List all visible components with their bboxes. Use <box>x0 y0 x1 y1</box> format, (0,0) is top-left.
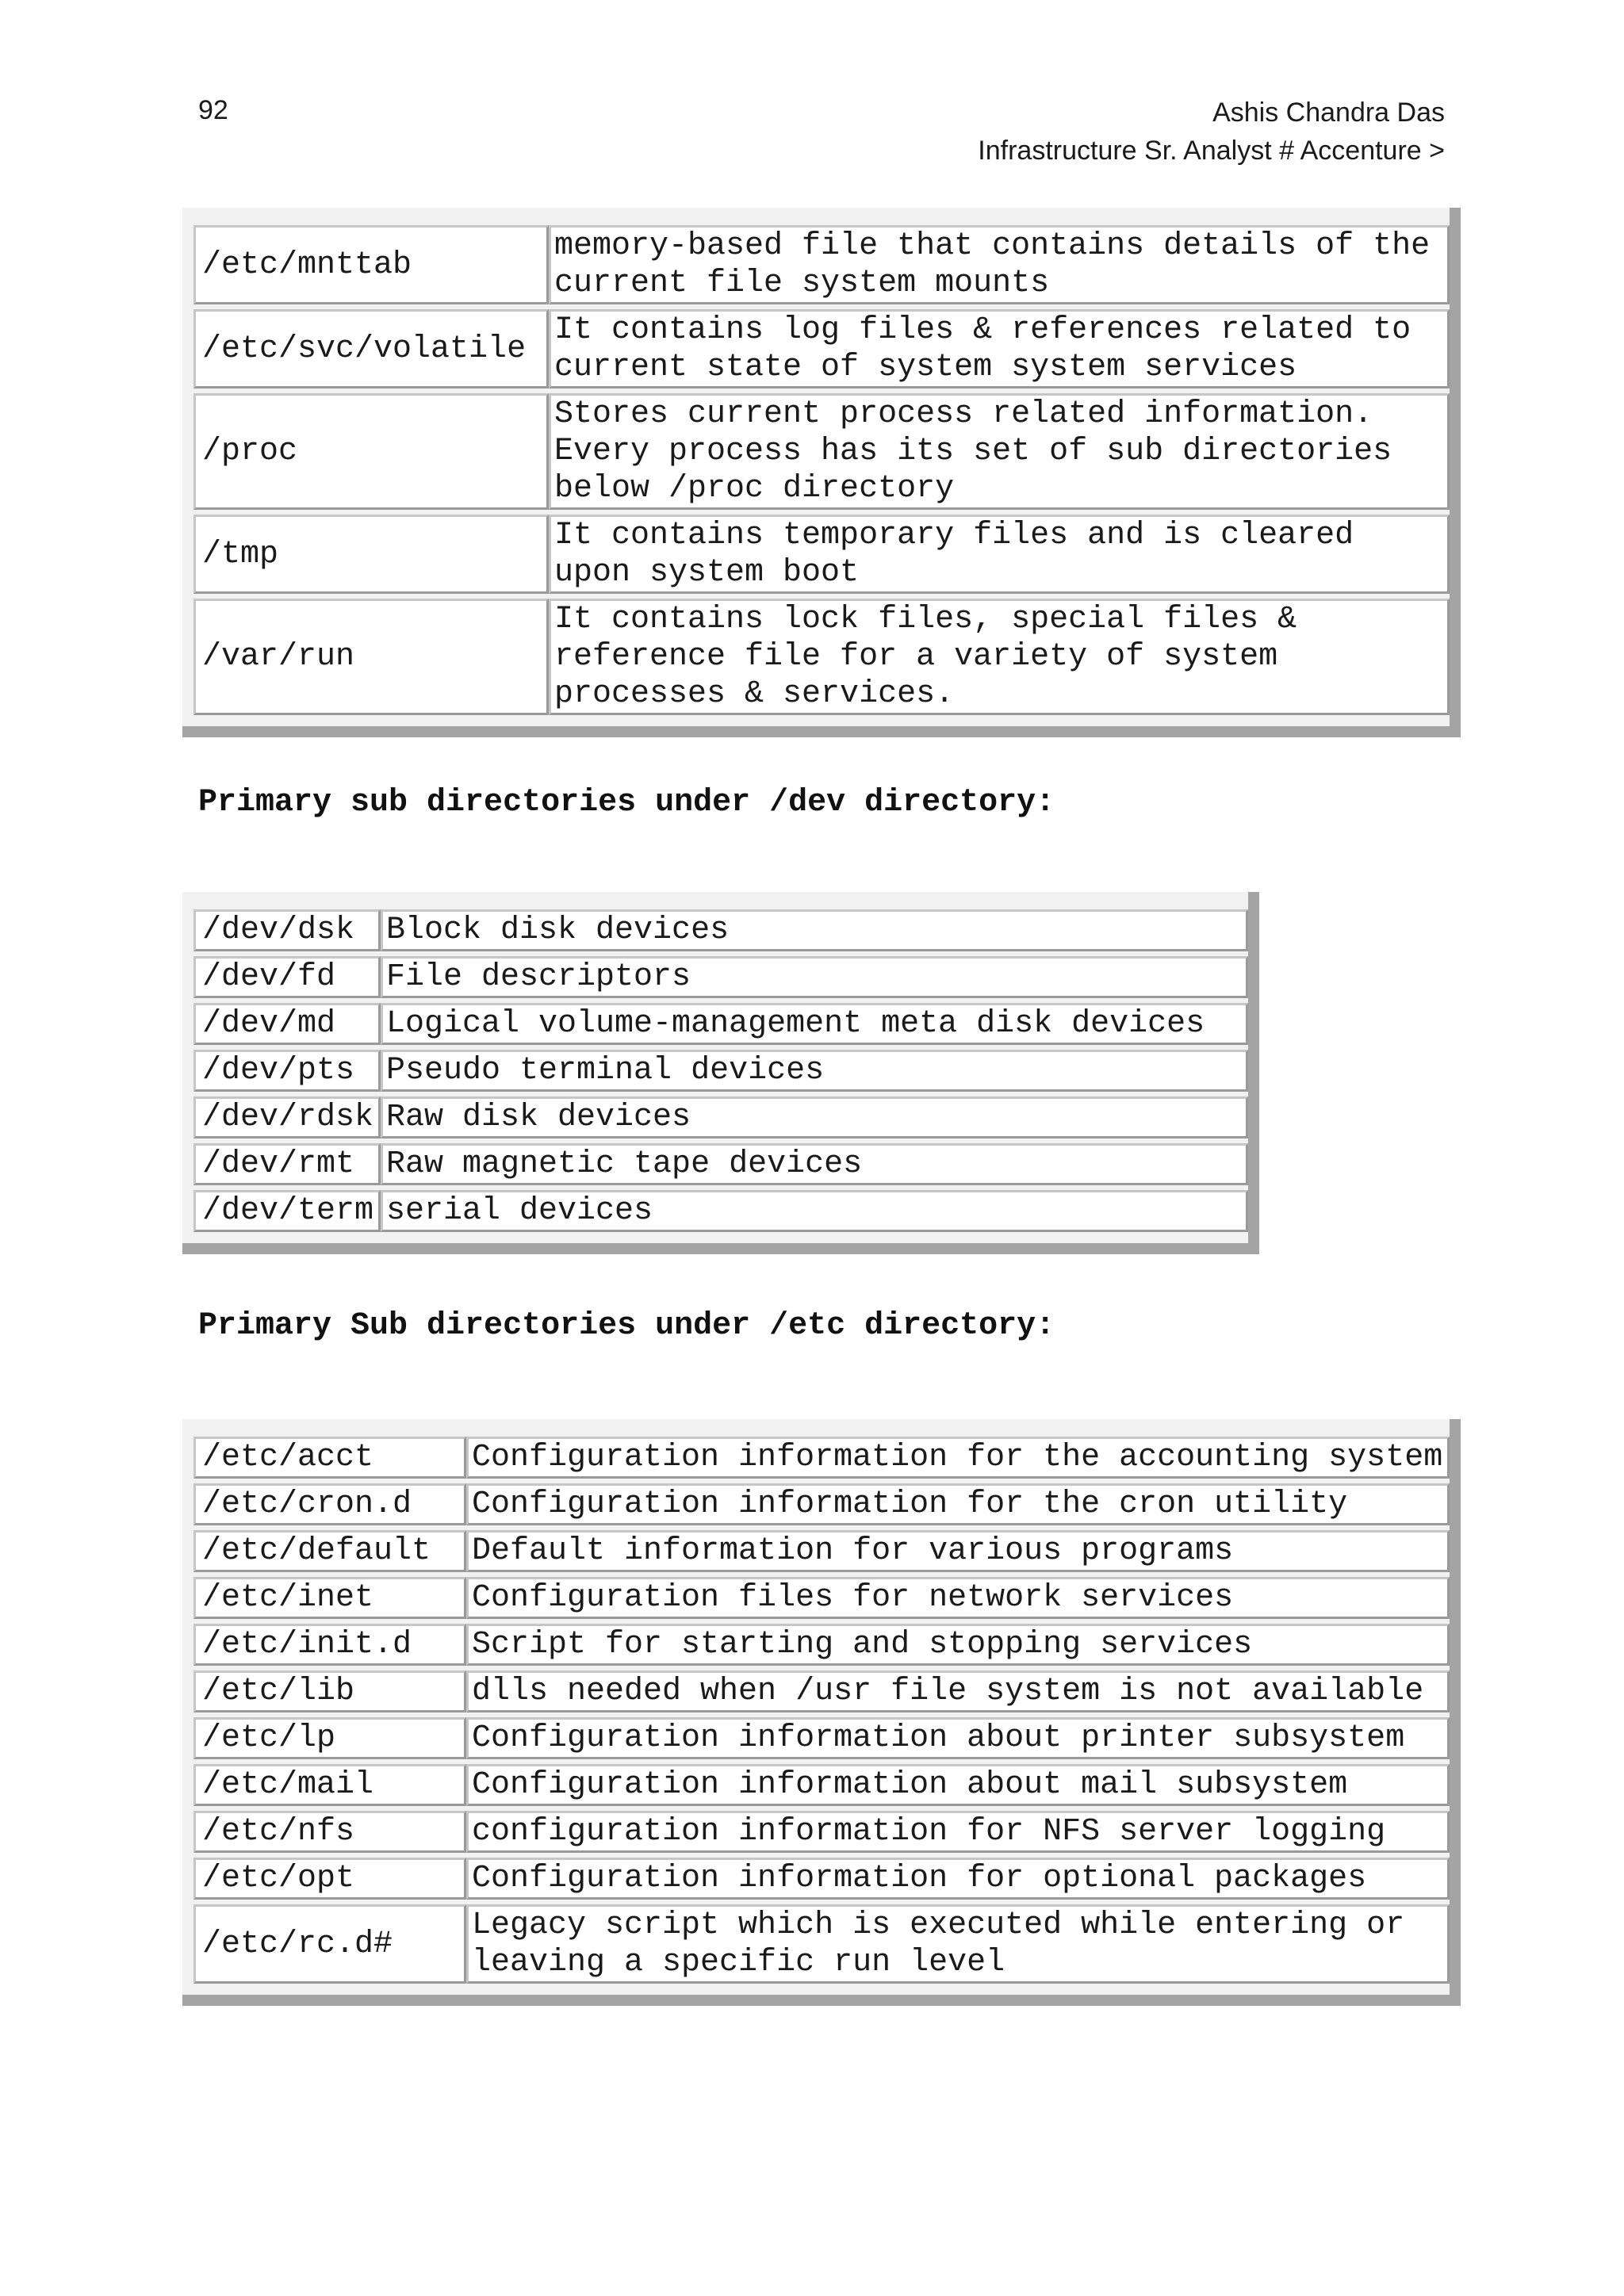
table-row <box>193 599 1450 715</box>
path-cell: /etc/mnttab <box>193 225 549 304</box>
table-row <box>193 1050 1248 1092</box>
path-cell: /etc/opt <box>193 1858 466 1900</box>
path-cell: /etc/rc.d# <box>193 1904 466 1984</box>
description-cell: It contains log files & references related to current state of system system services <box>549 309 1450 388</box>
description-cell: Block disk devices <box>381 909 1248 951</box>
description-cell: Configuration files for network services <box>466 1577 1450 1619</box>
table-row <box>193 1096 1248 1138</box>
table-row <box>193 1904 1450 1984</box>
table-etc <box>193 1432 1450 1988</box>
table-row <box>193 309 1450 388</box>
description-cell: File descriptors <box>381 956 1248 998</box>
description-cell: Logical volume-management meta disk devices <box>381 1003 1248 1045</box>
description-cell: It contains lock files, special files & reference file for a variety of system processes & services. <box>549 599 1450 715</box>
table-row <box>193 1717 1450 1759</box>
description-cell: serial devices <box>381 1190 1248 1232</box>
etc-section-heading: Primary Sub directories under /etc directory: <box>198 1308 1055 1344</box>
path-cell: /var/run <box>193 599 549 715</box>
table-row <box>193 956 1248 998</box>
table-row <box>193 1670 1450 1712</box>
table-row <box>193 909 1248 951</box>
path-cell: /proc <box>193 393 549 510</box>
table-row <box>193 1811 1450 1853</box>
dev-directories-table <box>182 892 1259 1254</box>
table-dev <box>193 905 1248 1237</box>
table-row <box>193 1190 1248 1232</box>
description-cell: Raw disk devices <box>381 1096 1248 1138</box>
author-name: Ashis Chandra Das <box>1212 98 1445 128</box>
path-cell: /dev/dsk <box>193 909 381 951</box>
description-cell: configuration information for NFS server logging <box>466 1811 1450 1853</box>
etc-directories-table <box>182 1419 1461 2006</box>
path-cell: /dev/term <box>193 1190 381 1232</box>
description-cell: Default information for various programs <box>466 1530 1450 1572</box>
path-cell: /etc/nfs <box>193 1811 466 1853</box>
path-cell: /etc/cron.d <box>193 1483 466 1525</box>
path-cell: /dev/rmt <box>193 1143 381 1185</box>
path-cell: /dev/pts <box>193 1050 381 1092</box>
author-affiliation: Infrastructure Sr. Analyst # Accenture > <box>978 136 1445 166</box>
description-cell: Configuration information for the accounting system <box>466 1437 1450 1479</box>
path-cell: /dev/fd <box>193 956 381 998</box>
description-cell: Stores current process related information. Every process has its set of sub directories below /proc directory <box>549 393 1450 510</box>
table-row <box>193 1437 1450 1479</box>
path-cell: /etc/inet <box>193 1577 466 1619</box>
table-row <box>193 225 1450 304</box>
description-cell: Configuration information for the cron utility <box>466 1483 1450 1525</box>
directories-table-top <box>182 208 1461 737</box>
table-row <box>193 1858 1450 1900</box>
path-cell: /etc/mail <box>193 1764 466 1806</box>
dev-section-heading: Primary sub directories under /dev directory: <box>198 785 1055 821</box>
path-cell: /etc/acct <box>193 1437 466 1479</box>
table-top <box>193 220 1450 720</box>
description-cell: Script for starting and stopping services <box>466 1624 1450 1666</box>
description-cell: Legacy script which is executed while entering or leaving a specific run level <box>466 1904 1450 1984</box>
table-row <box>193 1003 1248 1045</box>
path-cell: /etc/default <box>193 1530 466 1572</box>
description-cell: Pseudo terminal devices <box>381 1050 1248 1092</box>
description-cell: Configuration information about printer subsystem <box>466 1717 1450 1759</box>
page-number: 92 <box>198 95 228 125</box>
path-cell: /etc/lib <box>193 1670 466 1712</box>
path-cell: /dev/rdsk <box>193 1096 381 1138</box>
table-row <box>193 515 1450 594</box>
table-row <box>193 1483 1450 1525</box>
path-cell: /tmp <box>193 515 549 594</box>
description-cell: It contains temporary files and is cleared upon system boot <box>549 515 1450 594</box>
description-cell: Raw magnetic tape devices <box>381 1143 1248 1185</box>
table-row <box>193 1624 1450 1666</box>
path-cell: /etc/svc/volatile <box>193 309 549 388</box>
table-row <box>193 1143 1248 1185</box>
path-cell: /etc/lp <box>193 1717 466 1759</box>
description-cell: Configuration information for optional packages <box>466 1858 1450 1900</box>
description-cell: Configuration information about mail subsystem <box>466 1764 1450 1806</box>
table-row <box>193 393 1450 510</box>
table-row <box>193 1577 1450 1619</box>
description-cell: dlls needed when /usr file system is not available <box>466 1670 1450 1712</box>
path-cell: /etc/init.d <box>193 1624 466 1666</box>
table-row <box>193 1764 1450 1806</box>
running-header <box>978 94 1445 170</box>
description-cell: memory-based file that contains details of the current file system mounts <box>549 225 1450 304</box>
path-cell: /dev/md <box>193 1003 381 1045</box>
table-row <box>193 1530 1450 1572</box>
